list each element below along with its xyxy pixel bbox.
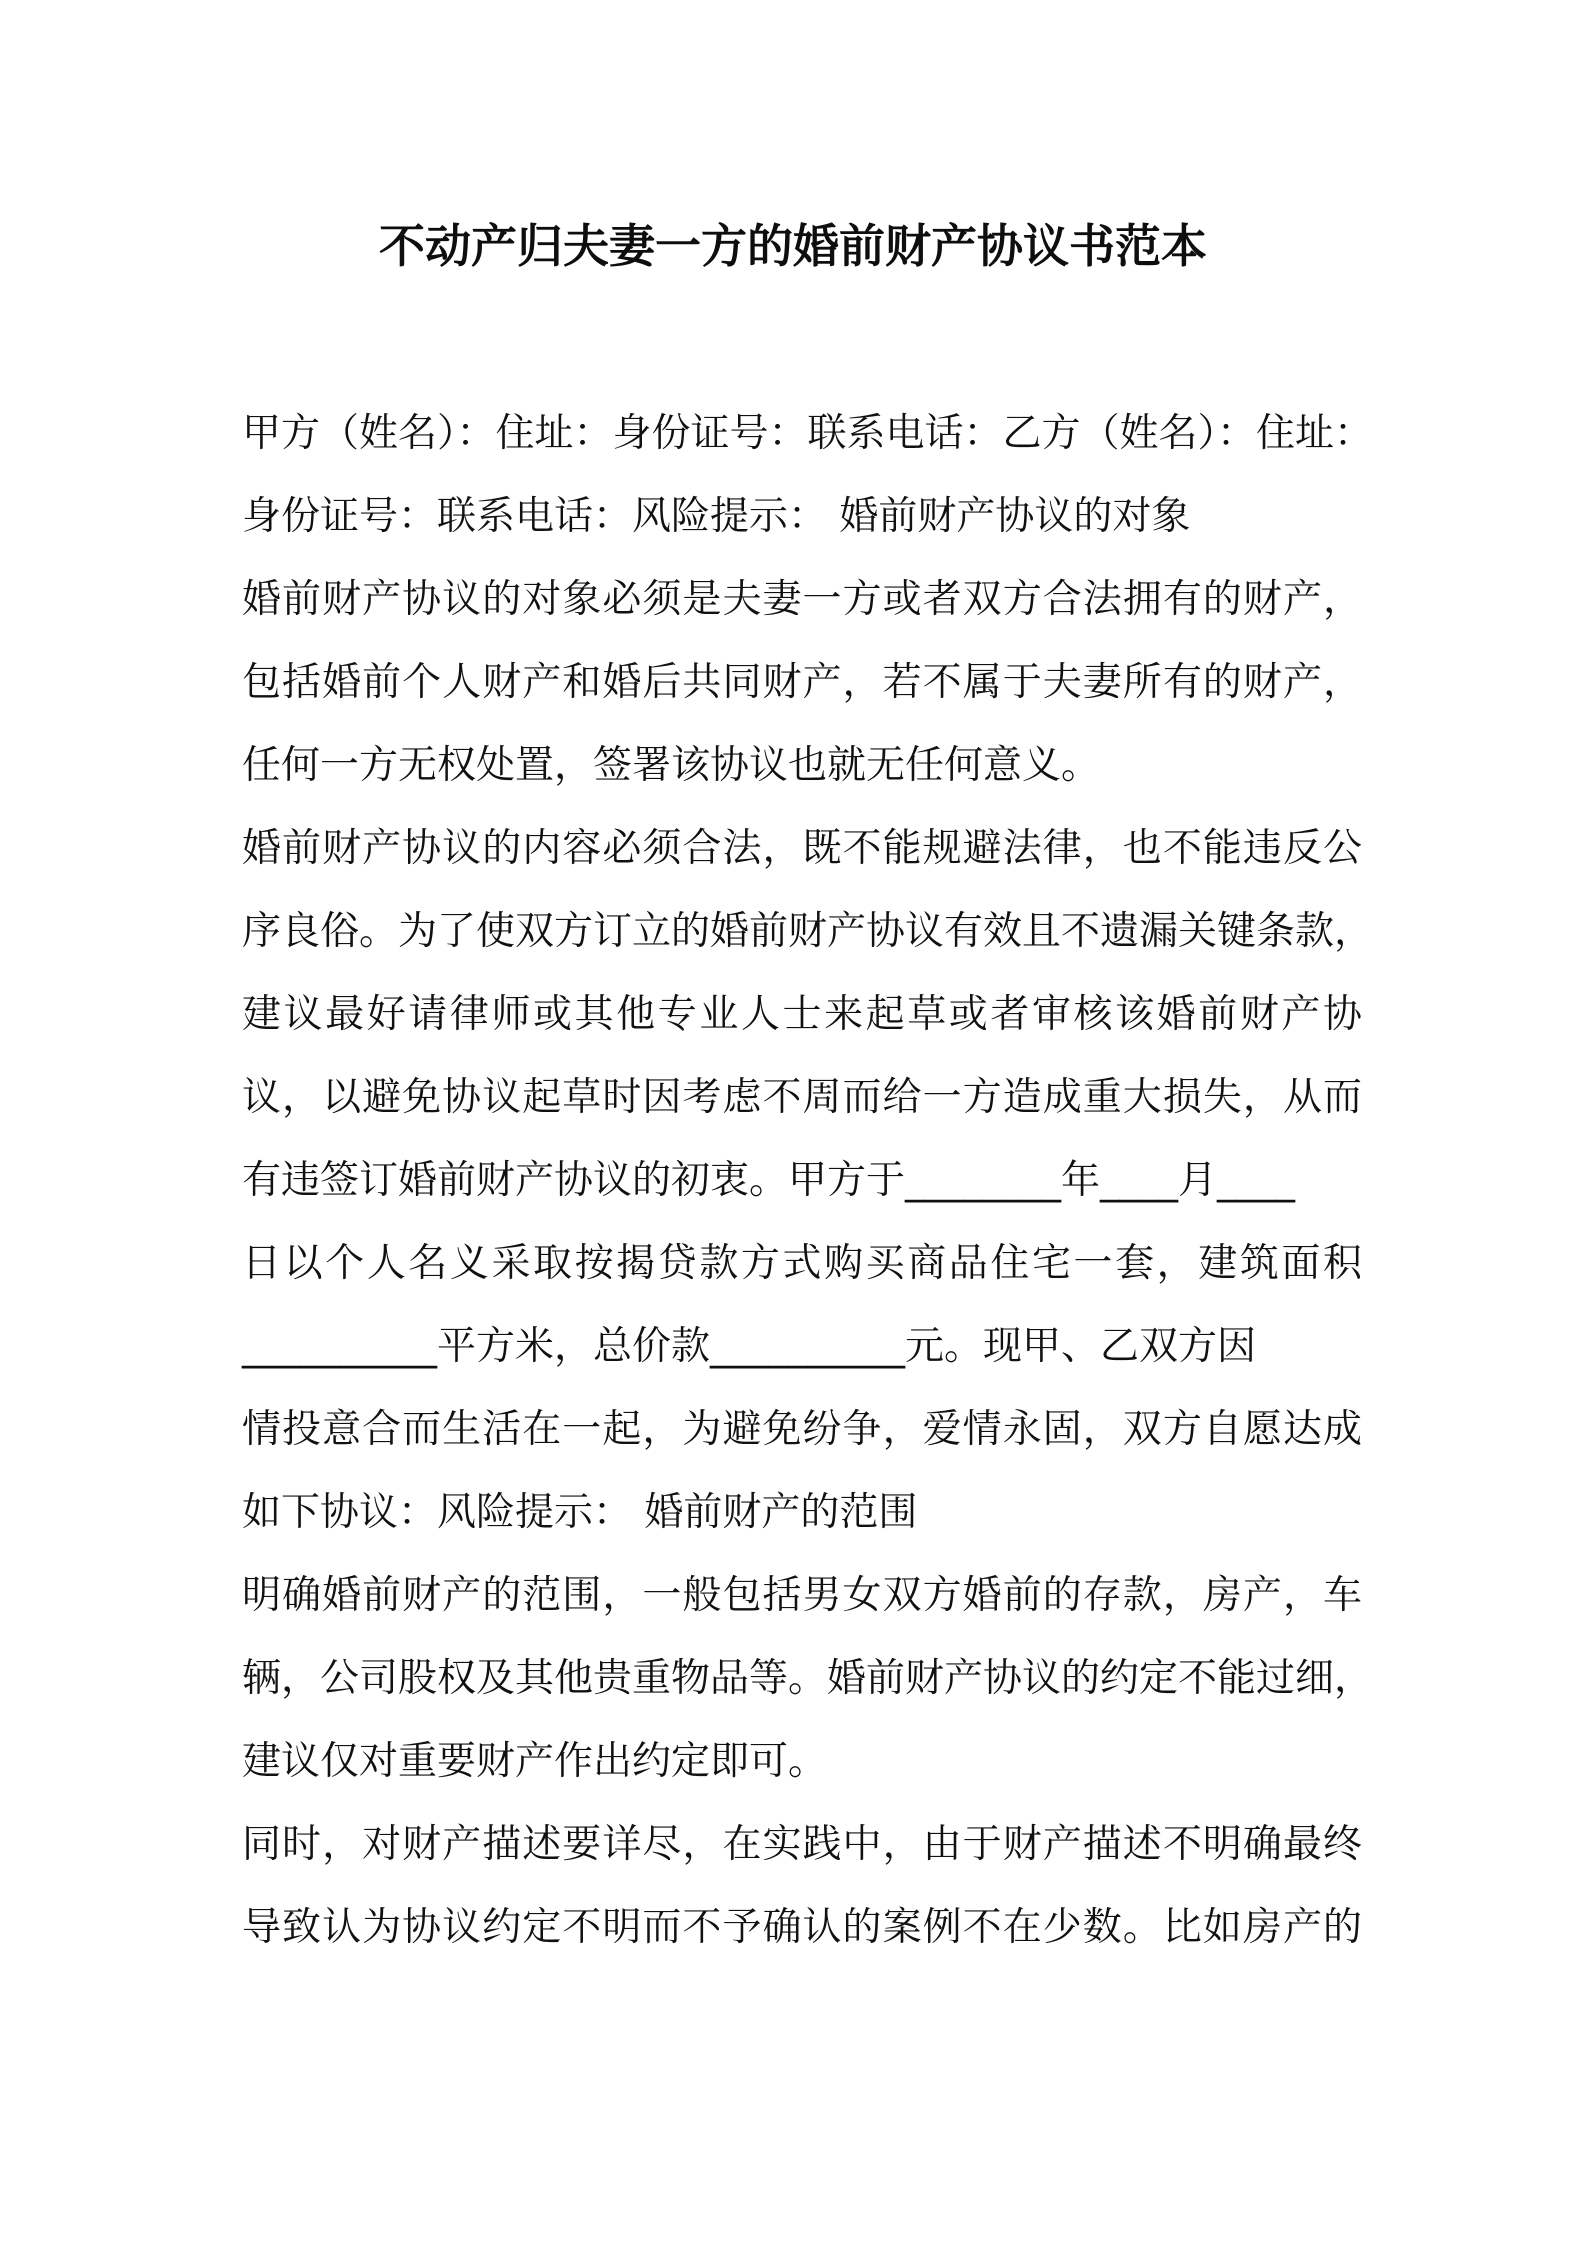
body-line: __________平方米，总价款__________元。现甲、乙双方因	[242, 1324, 1257, 1369]
body-line: 序良俗。为了使双方订立的婚前财产协议有效且不遗漏关键条款，	[242, 909, 1374, 954]
body-line: 同时，对财产描述要详尽，在实践中，由于财产描述不明确最终	[242, 1822, 1362, 1867]
body-line: 明确婚前财产的范围，一般包括男女双方婚前的存款，房产，车	[242, 1573, 1362, 1618]
body-line: 如下协议：风险提示： 婚前财产的范围	[242, 1490, 918, 1535]
body-line: 包括婚前个人财产和婚后共同财产，若不属于夫妻所有的财产，	[242, 660, 1362, 705]
body-line: 婚前财产协议的内容必须合法，既不能规避法律，也不能违反公	[242, 826, 1362, 871]
document-title: 不动产归夫妻一方的婚前财产协议书范本	[379, 219, 1207, 273]
body-line: 议，以避免协议起草时因考虑不周而给一方造成重大损失，从而	[242, 1075, 1362, 1120]
body-line: 辆，公司股权及其他贵重物品等。婚前财产协议的约定不能过细，	[242, 1656, 1374, 1701]
body-line: 甲方（姓名）：住址：身份证号：联系电话：乙方（姓名）：住址：	[242, 411, 1374, 456]
body-line: 情投意合而生活在一起，为避免纷争，爱情永固，双方自愿达成	[242, 1407, 1362, 1452]
body-line: 日以个人名义采取按揭贷款方式购买商品住宅一套，建筑面积	[242, 1241, 1362, 1286]
body-line: 建议最好请律师或其他专业人士来起草或者审核该婚前财产协	[242, 992, 1362, 1037]
body-line: 任何一方无权处置，签署该协议也就无任何意义。	[242, 743, 1101, 788]
body-line: 建议仅对重要财产作出约定即可。	[242, 1739, 828, 1784]
body-line: 有违签订婚前财产协议的初衷。甲方于________年____月____	[242, 1158, 1296, 1203]
body-line: 导致认为协议约定不明而不予确认的案例不在少数。比如房产的	[242, 1905, 1362, 1950]
body-line: 婚前财产协议的对象必须是夫妻一方或者双方合法拥有的财产，	[242, 577, 1362, 622]
document-body	[242, 392, 1374, 1969]
body-line: 身份证号：联系电话：风险提示： 婚前财产协议的对象	[242, 494, 1191, 539]
